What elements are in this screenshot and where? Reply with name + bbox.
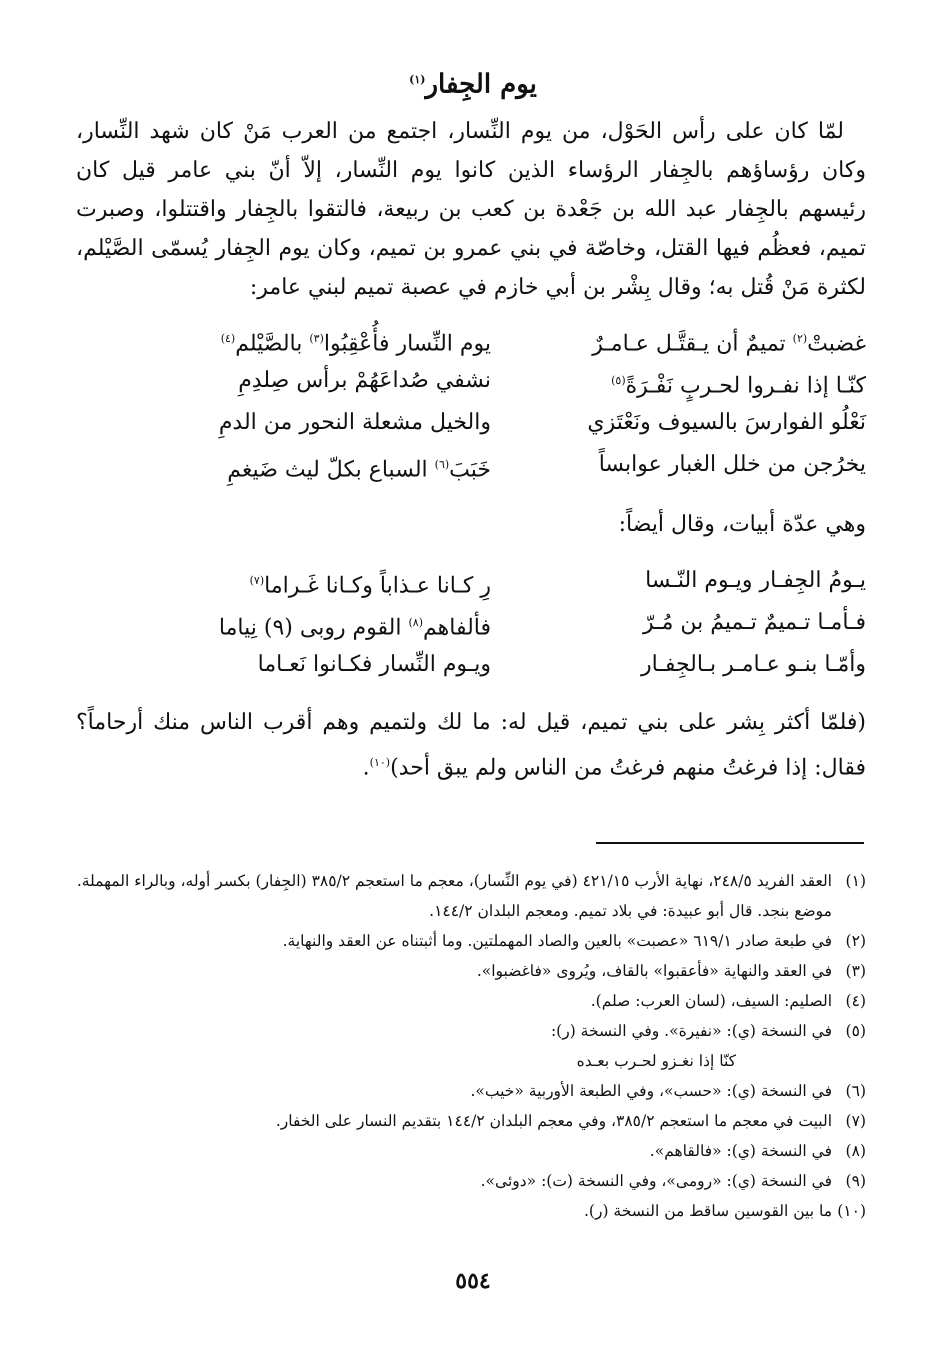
- verse-second-hemistich: نشفي صُداعَهُمْ برأس صِلدِمِ: [238, 368, 491, 393]
- footnote: (١٠) ما بين القوسين ساقط من النسخة (ر).: [583, 1202, 866, 1220]
- footnote: (٣) في العقد والنهاية «فأعقبوا» بالقاف، ويُروى «فاغضبوا».: [476, 962, 866, 980]
- verse-first-hemistich: نَعْلُو الفوارسَ بالسيوف ونَعْتَزي: [587, 410, 866, 435]
- poem-verse: [171, 602, 866, 644]
- second-poem-intro: وهي عدّة أبيات، وقال أيضاً:: [618, 512, 866, 537]
- title-text: يوم الجِفار: [425, 69, 537, 100]
- closing-footnote-marker: (١٠): [369, 756, 391, 769]
- title-footnote-marker: (١): [409, 73, 426, 86]
- poem-second: [171, 560, 866, 686]
- verse-second-hemistich: يوم النِّسار فأُعْقِبُوا$^{(٣)}$ بالصَّيْلم$^{(٤)}$: [220, 331, 491, 357]
- poem-first: [171, 318, 866, 486]
- page-title: [0, 62, 946, 103]
- poem-verse: [171, 644, 866, 686]
- poem-verse: [171, 560, 866, 602]
- verse-second-hemistich: رِ كـانا عـذاباً وكـانا غَـراما$^{(٧)}$: [249, 573, 491, 599]
- verse-second-hemistich: والخيل مشعلة النحور من الدمِ: [218, 410, 491, 435]
- poem-verse: [171, 444, 866, 486]
- verse-first-hemistich: يـومُ الجِفـار ويـوم النّـسا: [645, 568, 866, 593]
- footnote: (٦) في النسخة (ي): «حسب»، وفي الطبعة الأوربية «خيب».: [470, 1082, 866, 1100]
- footnotes: [76, 866, 866, 1226]
- verse-first-hemistich: يخرُجن من خلل الغبار عوابساً: [598, 452, 866, 477]
- footnote-separator: [596, 842, 864, 844]
- footnote: (٢) في طبعة صادر ٦١٩/١ «عصبت» بالعين والصاد المهملتين. وما أثبتناه عن العقد والنهاية.: [282, 932, 866, 950]
- poem-verse: [171, 318, 866, 360]
- verse-second-hemistich: خَبَبَ$^{(٦)}$ السباع بكلّ ليث ضَيغمِ: [227, 457, 491, 483]
- verse-second-hemistich: ويـوم النِّسار فكـانوا نَعـاما: [257, 652, 491, 677]
- footnote: (٩) في النسخة (ي): «رومى»، وفي النسخة (ت): «دوئى».: [480, 1172, 866, 1190]
- verse-first-hemistich: فـأمـا تـميمٌ تـميمُ بن مُـرّ: [643, 610, 866, 635]
- body-text: لمّا كان على رأس الحَوْل، من يوم النِّسار، اجتمع من العرب مَنْ كان شهد النِّسار، وكان رؤساؤهم بالجِفار الرؤساء الذين كانوا يوم النِّسار، إلاّ أنّ بني عامر قيل كان رئيسهم بالجِفار عبد الله بن جَعْدة بن كعب بن ربيعة، فالتقوا بالجِفار واقتتلوا، وصبرت تميم، فعظُم فيها القتل، وخاصّة في بني عمرو بن تميم، وكان يوم الجِفار يُسمّى الصَّيْلم، لكثرة مَنْ قُتل به؛ وقال بِشْر بن أبي خازم في عصبة تميم لبني عامر:: [76, 119, 866, 300]
- verse-first-hemistich: وأمّـا بنـو عـامـر بـالجِفـار: [641, 652, 866, 677]
- footnote-verse: كنّا إذا نغـزو لحـرب بعـده: [576, 1052, 736, 1070]
- poem-verse: [171, 360, 866, 402]
- body-paragraph: [76, 112, 866, 307]
- footnote: (٥) في النسخة (ي): «نفيرة». وفي النسخة (ر):: [550, 1022, 866, 1040]
- footnote: (٧) البيت في معجم ما استعجم ٣٨٥/٢، وفي معجم البلدان ١٤٤/٢ بتقديم النسار على الخفار.: [275, 1112, 866, 1130]
- closing-paragraph: (فلمّا أكثر بِشر على بني تميم، قيل له: ما لك ولتميم وهم أقرب الناس منك أرحاماً؟ فقال: إذا فرغتُ منهم فرغتُ من الناس ولم يبق أحد)$^{(١٠)}$.: [76, 710, 866, 781]
- poem-verse: [171, 402, 866, 444]
- verse-first-hemistich: كنّـا إذا نفـروا لحـربٍ نَفْـرَةً$^{(٥)}$: [611, 373, 866, 399]
- verse-first-hemistich: غضبتْ$^{(٢)}$ تميمٌ أن يـقتَّـل عـامـرٌ: [592, 331, 866, 357]
- page-number: ٥٥٤: [455, 1268, 491, 1294]
- footnote: (٤) الصليم: السيف، (لسان العرب: صلم).: [590, 992, 866, 1010]
- verse-second-hemistich: فألفاهم$^{(٨)}$ القوم روبى (٩) نِياما: [218, 615, 491, 641]
- closing-text: (فلمّا أكثر بِشر على بني تميم، قيل له: ما لك ولتميم وهم أقرب الناس منك أرحاماً؟ فقال: إذا فرغتُ منهم فرغتُ من الناس ولم يبق أحد): [76, 710, 866, 781]
- footnote: (٨) في النسخة (ي): «فالقاهم».: [649, 1142, 866, 1160]
- footnote: (١) العقد الفريد ٢٤٨/٥، نهاية الأرب ٤٢١/١٥ (في يوم النِّسار)، معجم ما استعجم ٣٨٥/٢ (الجِفار) بكسر أوله، وبالراء المهملة. موضع بنجد. قال أبو عبيدة: في بلاد تميم. ومعجم البلدان ١٤٤/٢.: [76, 872, 866, 920]
